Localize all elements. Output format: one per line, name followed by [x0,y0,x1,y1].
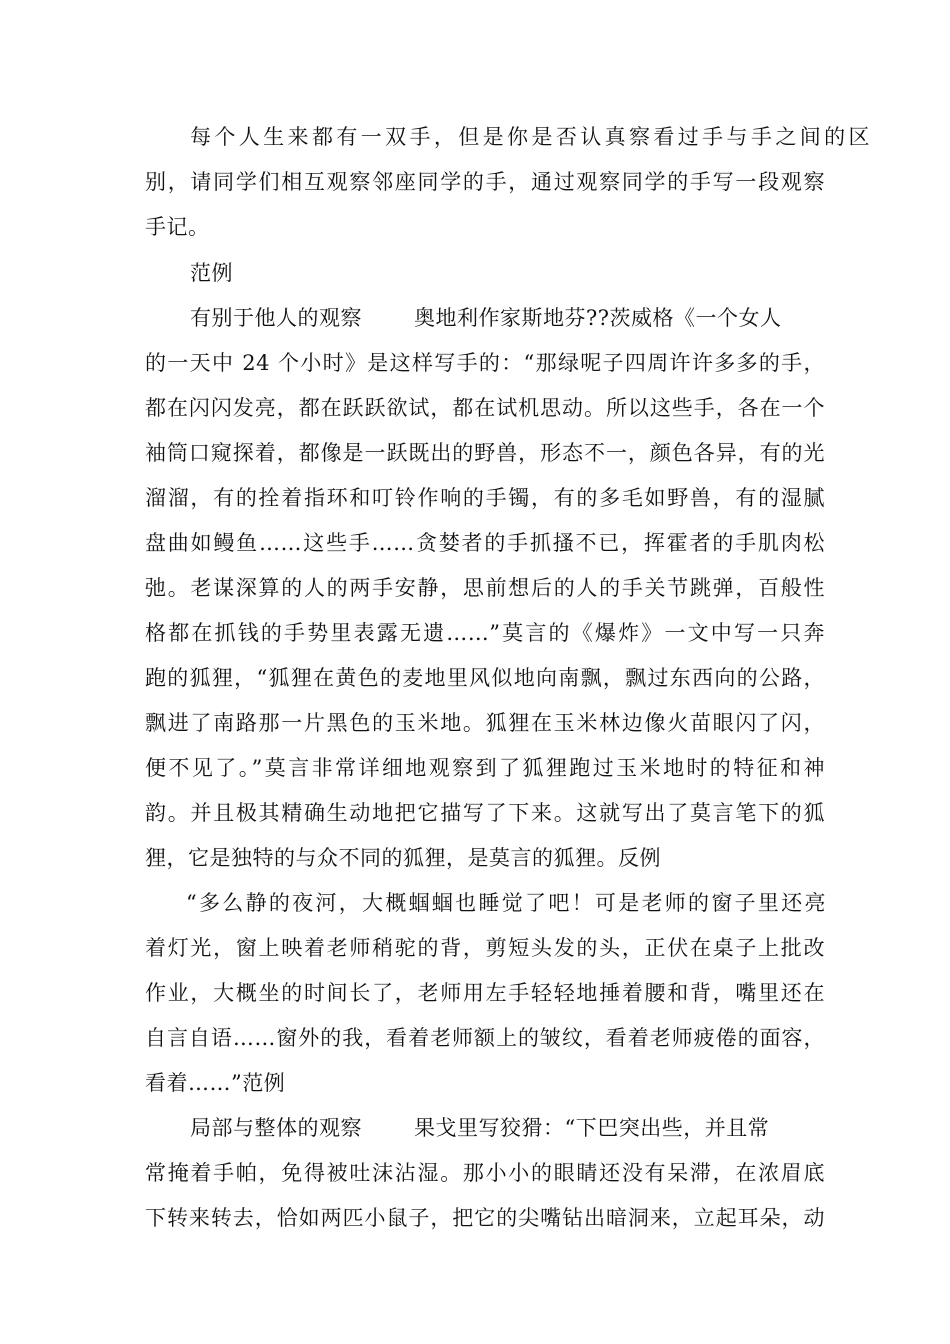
paragraph-line: 韵。并且极其精确生动地把它描写了下来。这就写出了莫言笔下的狐 [145,801,825,825]
paragraph-line: 狸，它是独特的与众不同的狐狸，是莫言的狐狸。反例 [145,846,661,870]
subheading: 有别于他人的观察 [190,306,362,330]
paragraph-line: 袖筒口窥探着，都像是一跃既出的野兽，形态不一，颜色各异，有的光 [145,441,825,465]
paragraph-line: 飘进了南路那一片黑色的玉米地。狐狸在玉米林边像火苗眼闪了闪， [145,711,825,735]
paragraph-line: 格都在抓钱的手势里表露无遗……”莫言的《爆炸》一文中写一只奔 [145,621,825,645]
paragraph-line: 便不见了。”莫言非常详细地观察到了狐狸跑过玉米地时的特征和神 [145,756,825,780]
section-label: 范例 [190,261,233,285]
paragraph-line: 作业，大概坐的时间长了，老师用左手轻轻地捶着腰和背，嘴里还在 [145,981,825,1005]
paragraph-line [190,303,870,333]
paragraph-line-continuation: 果戈里写狡猾：“下巴突出些，并且常 [414,1116,770,1140]
paragraph-line: 自言自语……窗外的我，看着老师额上的皱纹，看着老师疲倦的面容， [145,1026,825,1050]
paragraph-line: 跑的狐狸，“狐狸在黄色的麦地里风似地向南飘，飘过东西向的公路， [145,666,825,690]
paragraph-line: 弛。老谋深算的人的两手安静，思前想后的人的手关节跳弹，百般性 [145,576,825,600]
subheading: 局部与整体的观察 [190,1116,362,1140]
paragraph-line: 常掩着手帕，免得被吐沫沾湿。那小小的眼睛还没有呆滞，在浓眉底 [145,1161,825,1185]
paragraph-line: “多么静的夜河，大概蝈蝈也睡觉了吧！可是老师的窗子里还亮 [186,891,826,915]
paragraph-line-continuation: 奥地利作家斯地芬??茨威格《一个女人 [414,306,782,330]
paragraph-line: 都在闪闪发亮，都在跃跃欲试，都在试机思动。所以这些手，各在一个 [145,396,825,420]
paragraph-line: 看着……”范例 [145,1071,286,1095]
paragraph-line: 手记。 [145,215,210,239]
paragraph-line: 的一天中 24 个小时》是这样写手的：“那绿呢子四周许许多多的手， [145,351,825,375]
paragraph-line: 盘曲如鳗鱼……这些手……贪婪者的手抓搔不已，挥霍者的手肌肉松 [145,531,825,555]
paragraph-line: 别，请同学们相互观察邻座同学的手，通过观察同学的手写一段观察 [145,170,825,194]
paragraph-line: 溜溜，有的拴着指环和叮铃作响的手镯，有的多毛如野兽，有的湿腻 [145,486,825,510]
paragraph-line: 着灯光，窗上映着老师稍驼的背，剪短头发的头，正伏在桌子上批改 [145,936,825,960]
paragraph-line [190,1113,870,1143]
paragraph-line: 下转来转去，恰如两匹小鼠子，把它的尖嘴钻出暗洞来，立起耳朵，动 [145,1206,825,1230]
paragraph-line: 每个人生来都有一双手，但是你是否认真察看过手与手之间的区 [190,125,870,149]
